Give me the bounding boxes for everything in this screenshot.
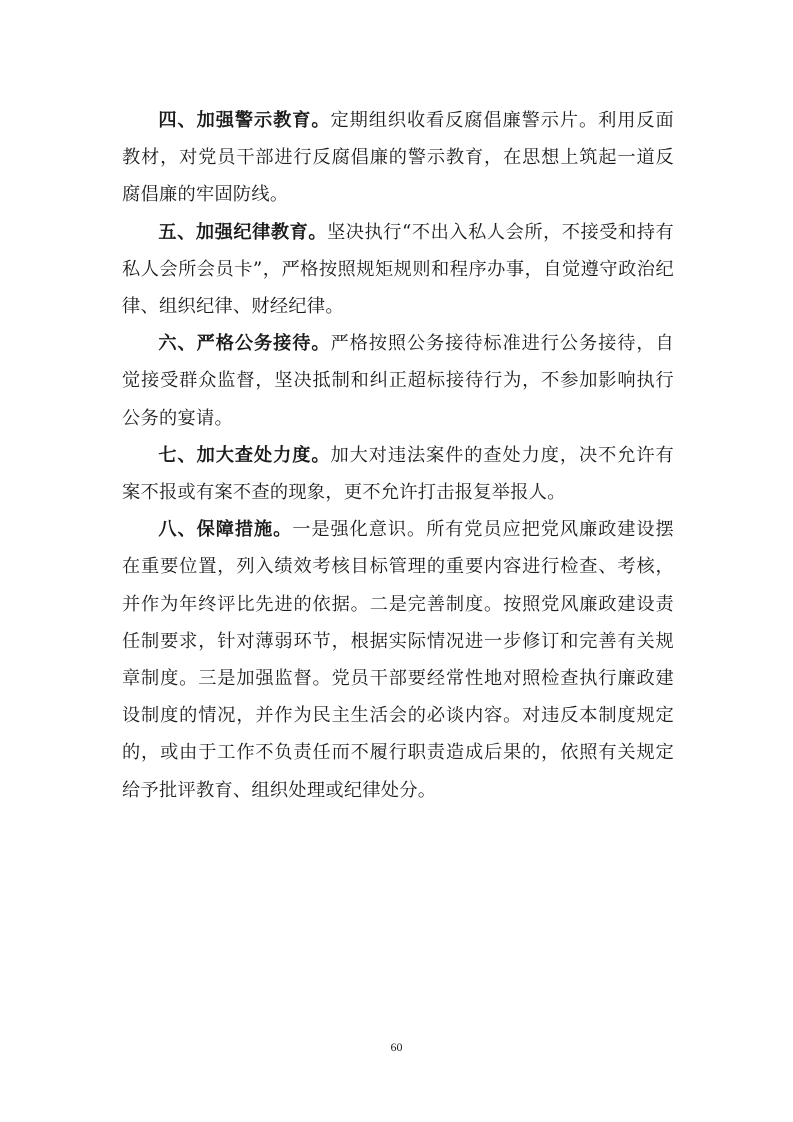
paragraph-warning-education <box>122 102 674 214</box>
paragraph-heading: 四、加强警示教育。 <box>158 110 331 131</box>
paragraph-heading: 八、保障措施。 <box>158 519 293 541</box>
paragraph-text: 加大对违法案件的查处力度，决不允许有案不报或有案不查的现象，更不允许打击报复举报人。 <box>122 444 674 504</box>
paragraph-text: 严格按照公务接待标准进行公务接待，自觉接受群众监督，坚决抵制和纠正超标接待行为，不参加影响执行公务的宴请。 <box>122 333 674 429</box>
paragraph-text: 一是强化意识。所有党员应把党风廉政建设摆在重要位置，列入绩效考核目标管理的重要内容进行检查、考核，并作为年终评比先进的依据。二是完善制度。按照党风廉政建设责任制要求，针对薄弱环节，根据实际情况进一步修订和完善有关规章制度。三是加强监督。党员干部要经常性地对照检查执行廉政建设制度的情况，并作为民主生活会的必谈内容。对违反本制度规定的，或由于工作不负责任而不履行职责造成后果的，依照有关规定给予批评教育、组织处理或纪律处分。 <box>122 519 674 801</box>
paragraph-safeguards <box>122 511 674 809</box>
page-number: 60 <box>390 1040 403 1054</box>
paragraph-text: 坚决执行“不出入私人会所，不接受和持有私人会所会员卡”，严格按照规矩规则和程序办事，自觉遵守政治纪律、组织纪律、财经纪律。 <box>122 221 674 318</box>
paragraph-heading: 七、加大查处力度。 <box>158 444 331 466</box>
paragraph-heading: 五、加强纪律教育。 <box>158 221 328 243</box>
document-body <box>122 102 674 809</box>
paragraph-text: 定期组织收看反腐倡廉警示片。利用反面教材，对党员干部进行反腐倡廉的警示教育，在思想上筑起一道反腐倡廉的牢固防线。 <box>122 110 674 206</box>
paragraph-heading: 六、严格公务接待。 <box>158 333 331 355</box>
paragraph-investigation <box>122 437 674 511</box>
paragraph-discipline-education <box>122 214 674 326</box>
paragraph-official-reception <box>122 325 674 437</box>
